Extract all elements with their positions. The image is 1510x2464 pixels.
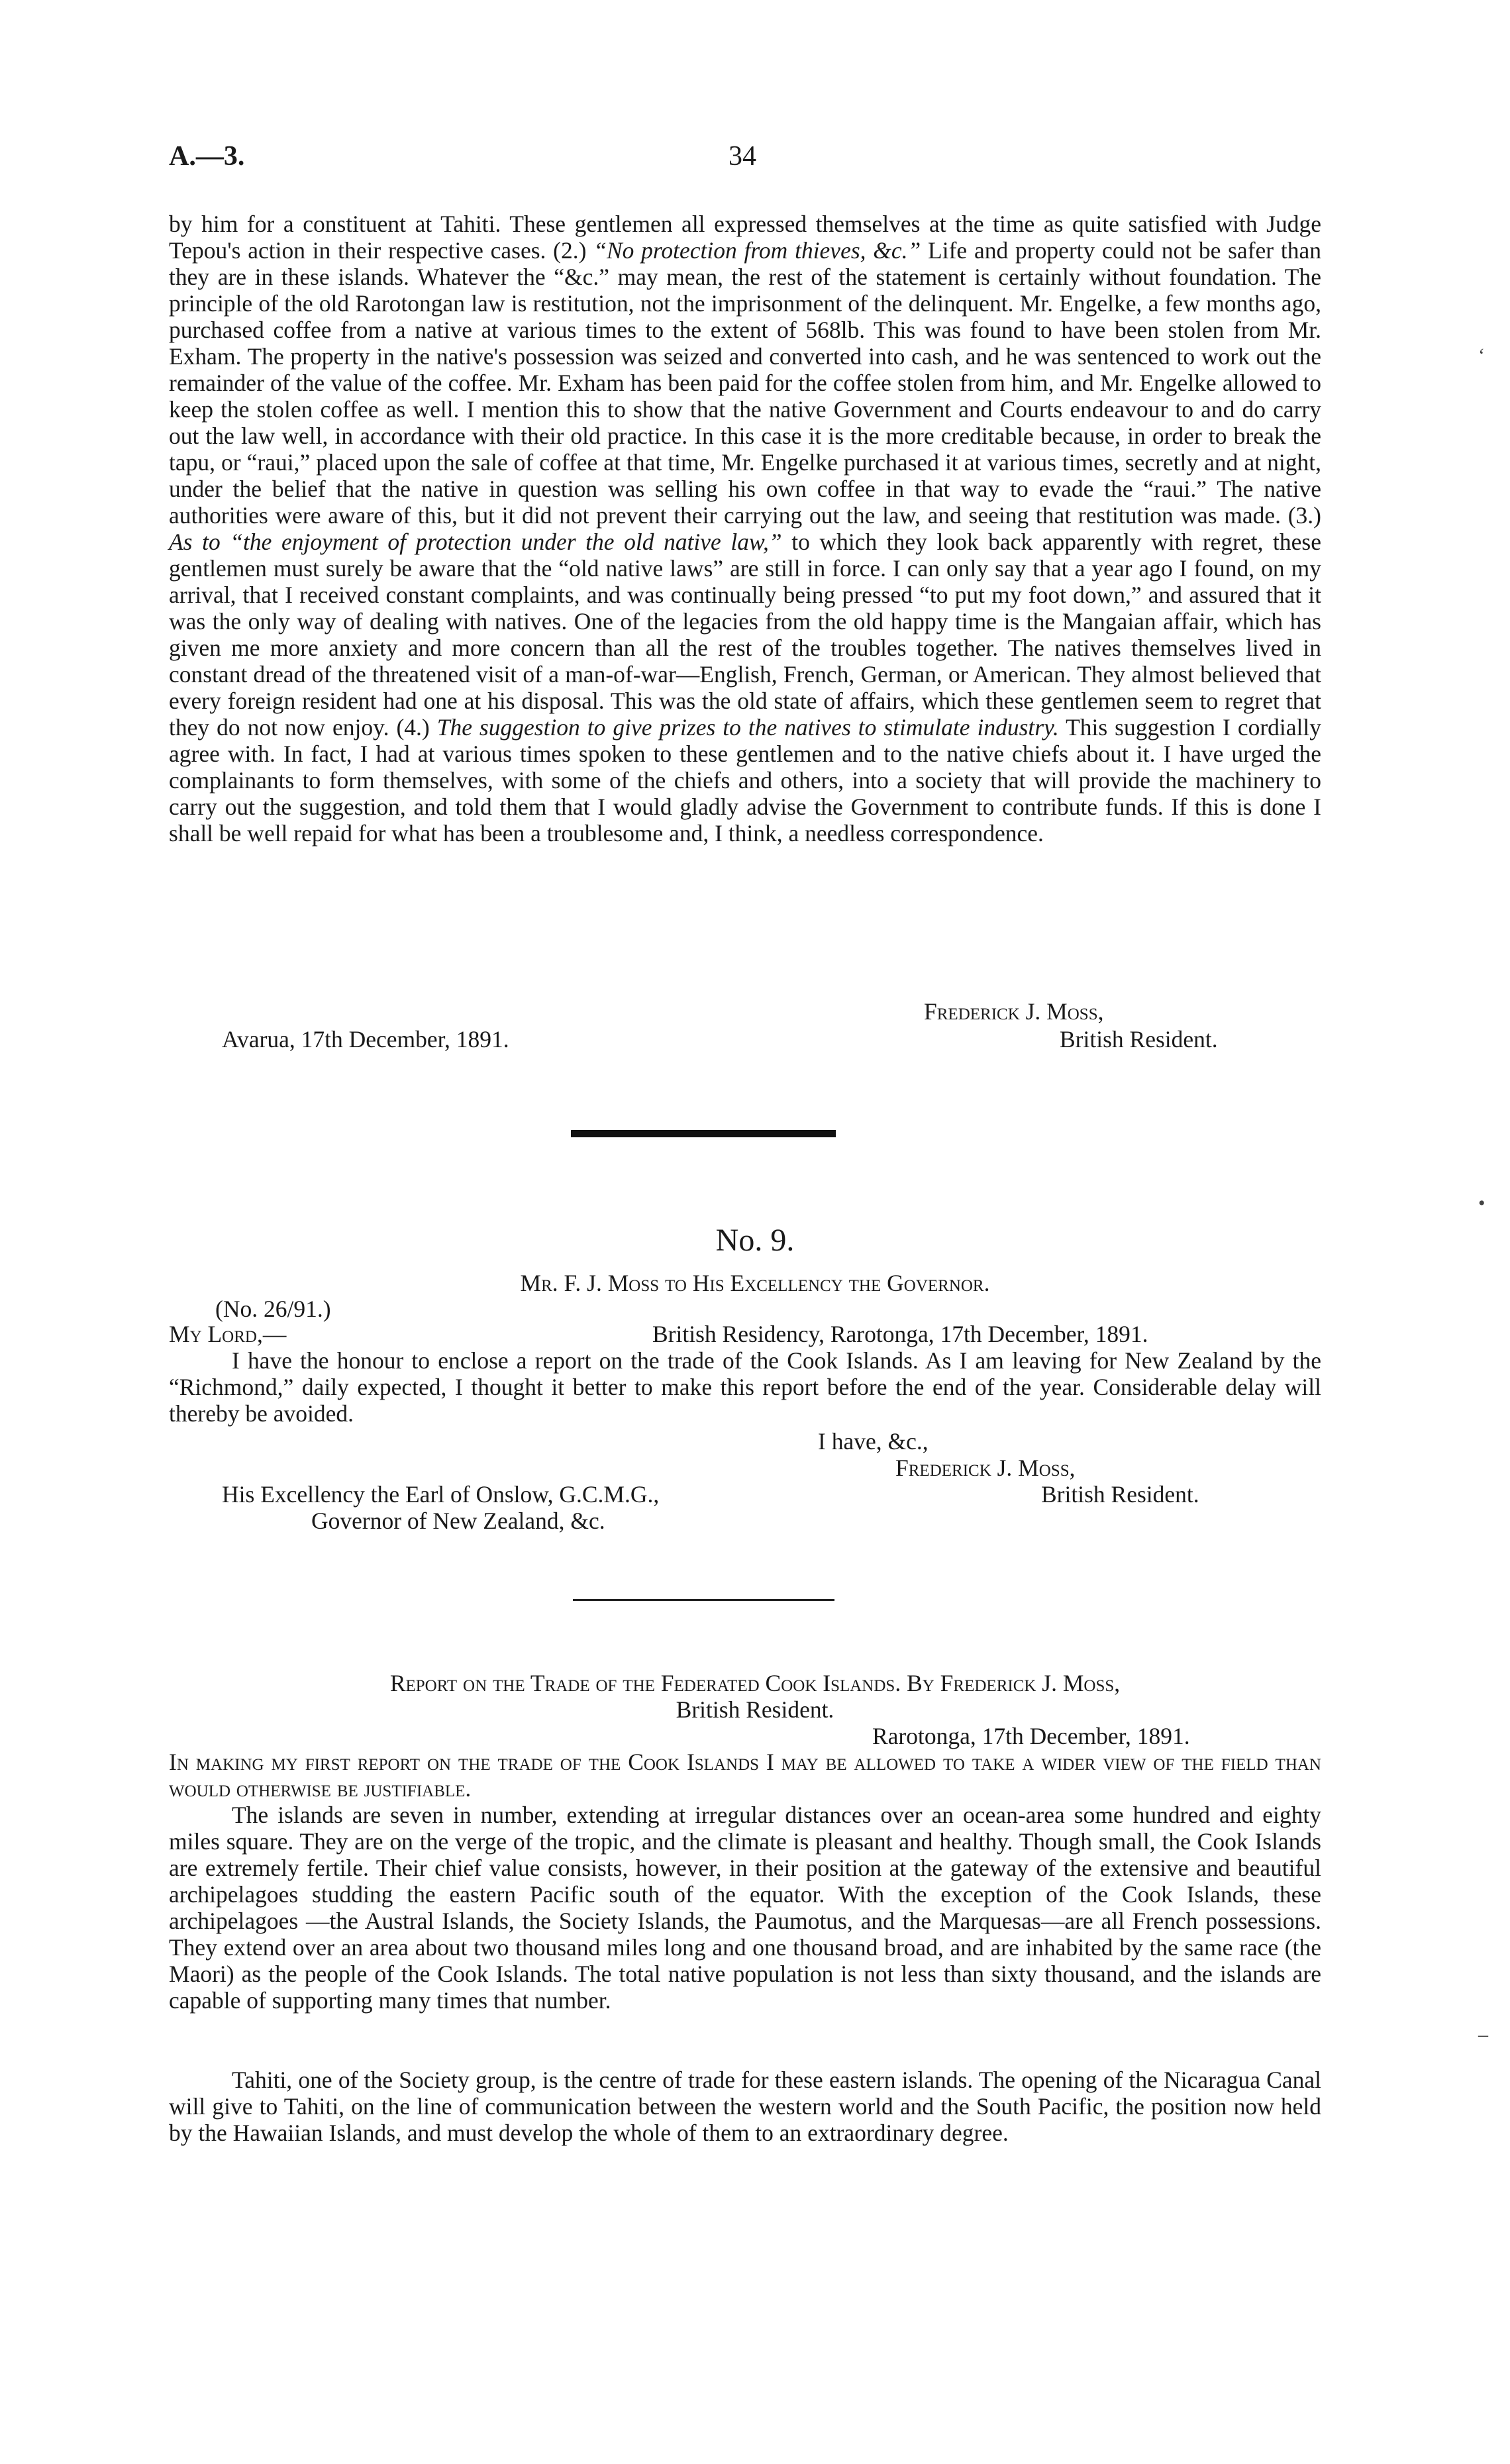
report-paragraph: The islands are seven in number, extending at irregular distances over an ocean-area some hundred and eighty miles square. They are on the verge of the tropic, and the climate is pleasant and healthy. Though small, the Cook Islands are extremely fertile. Their chief value consists, however, in their position at the gateway of the extensive and beautiful archipelagoes studding the eastern Pacific south of the equator. With the exception of the Cook Islands, these archipelagoes —the Austral Islands, the Society Islands, the Paumotus, and the Marquesas—are all French possessions. They extend over an area about two thousand miles long and one thousand broad, and are inhabited by the same race (the Maori) as the people of the Cook Islands. The total native population is not less than sixty thousand, and the islands are capable of supporting many times that number. bbox=[169, 1802, 1321, 2014]
continued-letter-paragraph: by him for a constituent at Tahiti. These gentlemen all expressed themselves at the time as quite satisfied with Judge Tepou's action in their respective cases. (2.) “No protection from thieves, &c.” Life and property could not be safer than they are in these islands. Whatever the “&c.” may mean, the rest of the statement is certainly without foundation. The principle of the old Rarotongan law is restitution, not the imprisonment of the delinquent. Mr. Engelke, a few months ago, purchased coffee from a native at various times to the extent of 568lb. This was found to have been stolen from Mr. Exham. The property in the native's possession was seized and converted into cash, and he was sentenced to work out the remainder of the value of the coffee. Mr. Exham has been paid for the coffee stolen from him, and Mr. Engelke allowed to keep the stolen coffee as well. I mention this to show that the native Government and Courts endeavour to and do carry out the law well, in accordance with their old practice. In this case it is the more creditable because, in order to break the tapu, or “raui,” placed upon the sale of coffee at that time, Mr. Engelke purchased it at various times, secretly and at night, under the belief that the native in question was selling his own coffee in that way to evade the “raui.” The native authorities were aware of this, but it did not prevent their carrying out the law, and seeing that restitution was made. (3.) As to “the enjoyment of protection under the old native law,” to which they look back apparently with regret, these gentlemen must surely be aware that the “old native laws” are still in force. I can only say that a year ago I found, on my arrival, that I received constant complaints, and was continually being pressed “to put my foot down,” and assured that it was the only way of dealing with natives. One of the legacies from the old happy time is the Mangaian affair, which has given me more anxiety and more concern than all the rest of the troubles together. The natives themselves lived in constant dread of the threatened visit of a man-of-war—English, French, German, or American. They almost believed that every foreign resident had one at his disposal. This was the old state of affairs, which these gentlemen seem to regret that they do not now enjoy. (4.) The suggestion to give prizes to the natives to stimulate industry. This suggestion I cordially agree with. In fact, I had at various times spoken to these gentlemen and to the native chiefs about it. I have urged the complainants to form themselves, with some of the chiefs and others, into a society that will provide the machinery to carry out the suggestion, and told them that I would gladly advise the Government to contribute funds. If this is done I shall be well repaid for what has been a troublesome and, I think, a needless correspondence. bbox=[169, 211, 1321, 847]
letter-heading: Mr. F. J. Moss to His Excellency the Governor. bbox=[520, 1270, 990, 1296]
salutation: My Lord,— bbox=[169, 1321, 287, 1347]
addressee-line: His Excellency the Earl of Onslow, G.C.M.G., bbox=[222, 1481, 660, 1508]
signature-name: Frederick J. Moss, bbox=[924, 998, 1104, 1025]
report-title: Report on the Trade of the Federated Cook Islands. By Frederick J. Moss, bbox=[389, 1670, 1121, 1696]
closing: I have, &c., bbox=[818, 1428, 929, 1455]
margin-mark: • bbox=[1478, 1192, 1485, 1214]
report-place-date: Rarotonga, 17th December, 1891. bbox=[872, 1723, 1190, 1749]
signature-title: British Resident. bbox=[1041, 1481, 1199, 1508]
letter-ref: (No. 26/91.) bbox=[215, 1296, 331, 1322]
page-number: 34 bbox=[729, 141, 756, 172]
letter-body: I have the honour to enclose a report on the trade of the Cook Islands. As I am leaving for New Zealand by the “Richmond,” daily expected, I thought it better to make this report before the end of the year. Considerable delay will thereby be avoided. bbox=[169, 1347, 1321, 1427]
report-paragraph: Tahiti, one of the Society group, is the centre of trade for these eastern islands. The opening of the Nicaragua Canal will give to Tahiti, on the line of communication between the western world and the South Pacific, the position now held by the Hawaiian Islands, and must develop the whole of them to an extraordinary degree. bbox=[169, 2067, 1321, 2146]
margin-mark: – bbox=[1478, 2024, 1488, 2045]
address-date: British Residency, Rarotonga, 17th December, 1891. bbox=[652, 1321, 1148, 1347]
addressee-line: Governor of New Zealand, &c. bbox=[311, 1508, 605, 1534]
letter-number: No. 9. bbox=[715, 1223, 795, 1258]
section-divider bbox=[571, 1130, 836, 1137]
signature-title: British Resident. bbox=[1060, 1026, 1218, 1052]
section-divider bbox=[573, 1599, 834, 1601]
report-title-continued: British Resident. bbox=[676, 1696, 834, 1723]
report-paragraph: In making my first report on the trade of the Cook Islands I may be allowed to take a wider view of the field than would otherwise be justifiable. bbox=[169, 1749, 1321, 1802]
document-reference: A.—3. bbox=[169, 141, 245, 172]
place-date: Avarua, 17th December, 1891. bbox=[222, 1026, 509, 1052]
signature-name: Frederick J. Moss, bbox=[895, 1455, 1076, 1481]
margin-mark: ‘ bbox=[1478, 344, 1485, 366]
